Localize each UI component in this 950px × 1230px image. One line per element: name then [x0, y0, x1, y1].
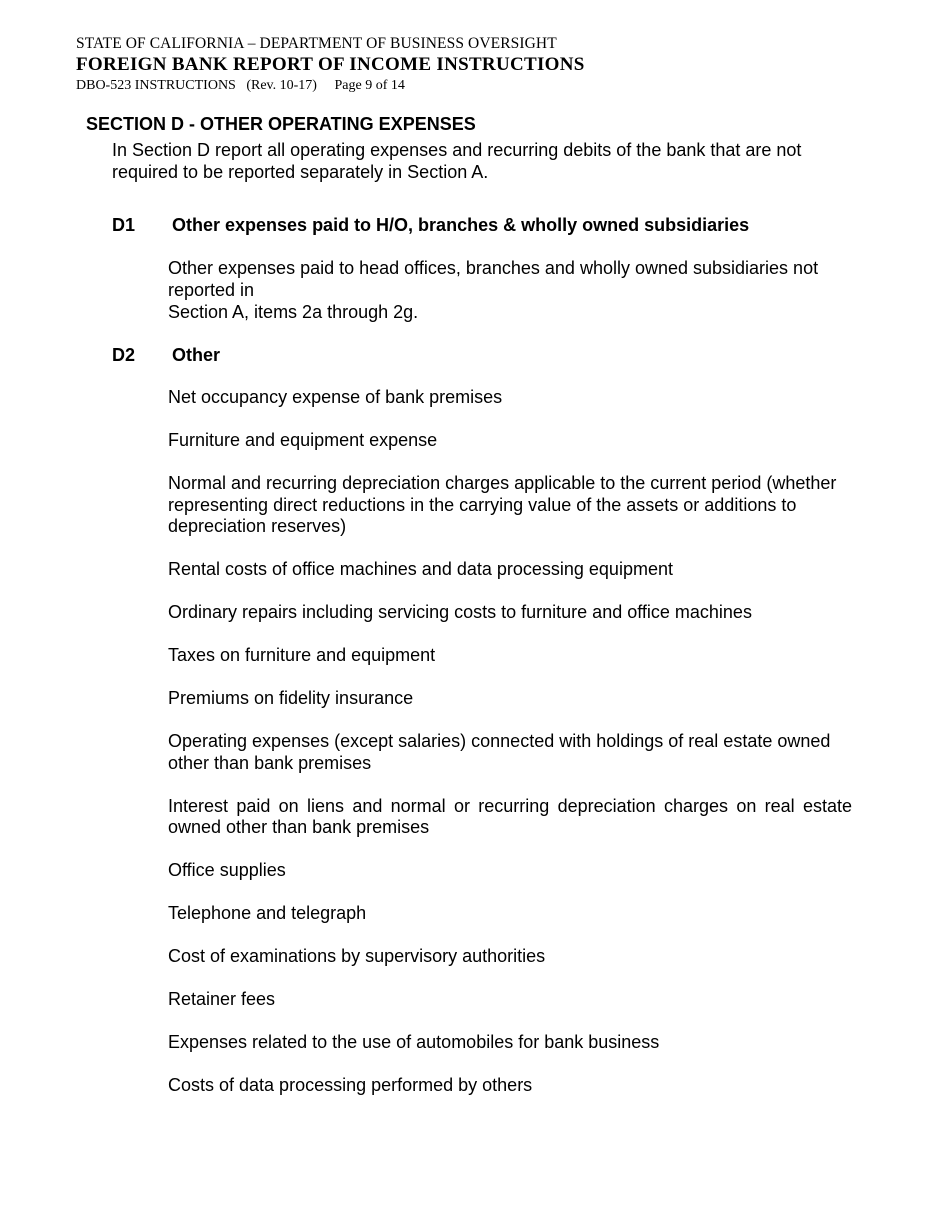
list-item: Ordinary repairs including servicing costs to furniture and office machines: [168, 602, 752, 622]
form-id: DBO-523 INSTRUCTIONS: [76, 78, 236, 93]
list-item: Interest paid on liens and normal or recurring depreciation charges on real estate owned other than bank premises: [168, 795, 852, 837]
list-item: Premiums on fidelity insurance: [168, 688, 414, 708]
list-item: Office supplies: [168, 860, 286, 880]
list-item: Net occupancy expense of bank premises: [168, 387, 503, 407]
item-code-d2: D2: [112, 345, 136, 365]
d2-expense-list: [168, 387, 868, 1118]
item-heading-d1: [112, 214, 749, 236]
agency-line: STATE OF CALIFORNIA – DEPARTMENT OF BUSINESS OVERSIGHT: [76, 35, 557, 52]
page-header: [76, 34, 896, 96]
list-item: Telephone and telegraph: [168, 903, 367, 923]
list-item: Costs of data processing performed by others: [168, 1075, 533, 1095]
document-title: FOREIGN BANK REPORT OF INCOME INSTRUCTIONS: [76, 54, 585, 75]
d1-description-line-2: Section A, items 2a through 2g.: [168, 302, 419, 322]
list-item: Furniture and equipment expense: [168, 430, 438, 450]
list-item: Cost of examinations by supervisory authorities: [168, 946, 546, 966]
list-item: Normal and recurring depreciation charges applicable to the current period (whether representing direct reductions in the carrying value of the assets or additions to depreciation reserves): [168, 473, 837, 536]
item-code-d1: D1: [112, 215, 136, 235]
item-title-d2: Other: [172, 345, 221, 365]
item-title-d1: Other expenses paid to H/O, branches & wholly owned subsidiaries: [172, 215, 750, 235]
page-number: Page 9 of 14: [334, 78, 405, 93]
revision: (Rev. 10-17): [246, 78, 317, 93]
d1-description-line-1: Other expenses paid to head offices, branches and wholly owned subsidiaries not reported in: [168, 258, 819, 300]
list-item: Taxes on furniture and equipment: [168, 645, 436, 665]
list-item: Rental costs of office machines and data processing equipment: [168, 559, 673, 579]
section-title: SECTION D - OTHER OPERATING EXPENSES: [86, 114, 476, 134]
item-description-d1: [168, 257, 868, 323]
item-heading-d2: [112, 344, 220, 366]
list-item: Operating expenses (except salaries) connected with holdings of real estate owned other than bank premises: [168, 731, 831, 773]
section-intro: In Section D report all operating expenses and recurring debits of the bank that are not required to be reported separately in Section A.: [112, 140, 802, 182]
list-item: Retainer fees: [168, 989, 276, 1009]
form-info-line: [76, 76, 896, 96]
list-item: Expenses related to the use of automobiles for bank business: [168, 1032, 660, 1052]
